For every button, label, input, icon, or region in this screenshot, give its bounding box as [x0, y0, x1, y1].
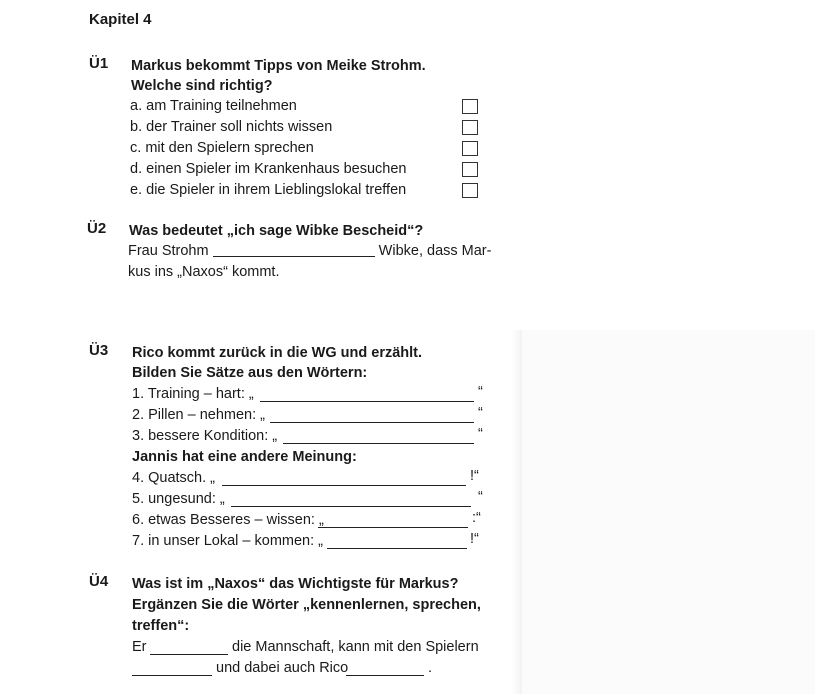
sentence-line-2: und dabei auch Rico [216, 660, 349, 676]
checkbox-c[interactable] [462, 141, 478, 156]
sentence-line-1: die Mannschaft, kann mit den Spielern [232, 639, 479, 655]
exercise-title: Markus bekommt Tipps von Meike Strohm. [131, 58, 426, 74]
blank-field[interactable] [231, 505, 471, 507]
exercise-instruction-cont: treffen“: [132, 618, 190, 634]
option-e: e. die Spieler in ihrem Lieblingslokal treffen [130, 182, 407, 198]
sentence-line-2: kus ins „Naxos“ kommt. [128, 264, 280, 280]
blank-field[interactable] [270, 421, 474, 423]
option-a: a. am Training teilnehmen [130, 98, 297, 114]
scan-page-edge [512, 330, 522, 694]
closing-quote: “ [478, 489, 483, 505]
item-4: 4. Quatsch. „ [132, 470, 216, 486]
blank-field[interactable] [283, 442, 474, 444]
blank-field[interactable] [260, 400, 474, 402]
blank-field[interactable] [327, 547, 467, 549]
option-d: d. einen Spieler im Krankenhaus besuchen [130, 161, 407, 177]
closing-quote: :“ [472, 510, 481, 526]
closing-quote: !“ [470, 468, 479, 484]
option-b: b. der Trainer soll nichts wissen [130, 119, 333, 135]
blank-field[interactable] [150, 653, 228, 655]
closing-quote: “ [478, 405, 483, 421]
exercise-number: Ü3 [89, 342, 109, 359]
blank-field[interactable] [222, 484, 466, 486]
exercise-title: Was ist im „Naxos“ das Wichtigste für Markus? [132, 576, 459, 592]
subheading: Jannis hat eine andere Meinung: [132, 449, 357, 465]
exercise-instruction: Ergänzen Sie die Wörter „kennenlernen, sprechen, [132, 597, 481, 613]
exercise-number: Ü2 [87, 220, 107, 237]
blank-field[interactable] [318, 526, 468, 528]
exercise-title: Rico kommt zurück in die WG und erzählt. [132, 345, 423, 361]
item-2: 2. Pillen – nehmen: „ [132, 407, 265, 423]
checkbox-a[interactable] [462, 99, 478, 114]
sentence-end: . [428, 660, 433, 676]
chapter-title: Kapitel 4 [89, 11, 152, 28]
checkbox-e[interactable] [462, 183, 478, 198]
exercise-title: Was bedeutet „ich sage Wibke Bescheid“? [129, 223, 424, 239]
checkbox-b[interactable] [462, 120, 478, 135]
item-6: 6. etwas Besseres – wissen: „ [132, 512, 324, 528]
option-c: c. mit den Spielern sprechen [130, 140, 314, 156]
closing-quote: “ [478, 384, 483, 400]
blank-field[interactable] [346, 674, 424, 676]
blank-field[interactable] [132, 674, 212, 676]
checkbox-d[interactable] [462, 162, 478, 177]
scan-background [522, 330, 815, 694]
closing-quote: !“ [470, 531, 479, 547]
exercise-instruction: Bilden Sie Sätze aus den Wörtern: [132, 365, 368, 381]
exercise-number: Ü4 [89, 573, 109, 590]
blank-field[interactable] [213, 255, 375, 257]
sentence-line-1: Frau Strohm Wibke, dass Mar- [128, 243, 492, 259]
exercise-number: Ü1 [89, 55, 109, 72]
item-3: 3. bessere Kondition: „ [132, 428, 278, 444]
item-7: 7. in unser Lokal – kommen: „ [132, 533, 324, 549]
sentence-start: Er [132, 639, 147, 655]
item-5: 5. ungesund: „ [132, 491, 225, 507]
closing-quote: “ [478, 426, 483, 442]
item-1: 1. Training – hart: „ [132, 386, 254, 402]
exercise-question: Welche sind richtig? [131, 78, 273, 94]
